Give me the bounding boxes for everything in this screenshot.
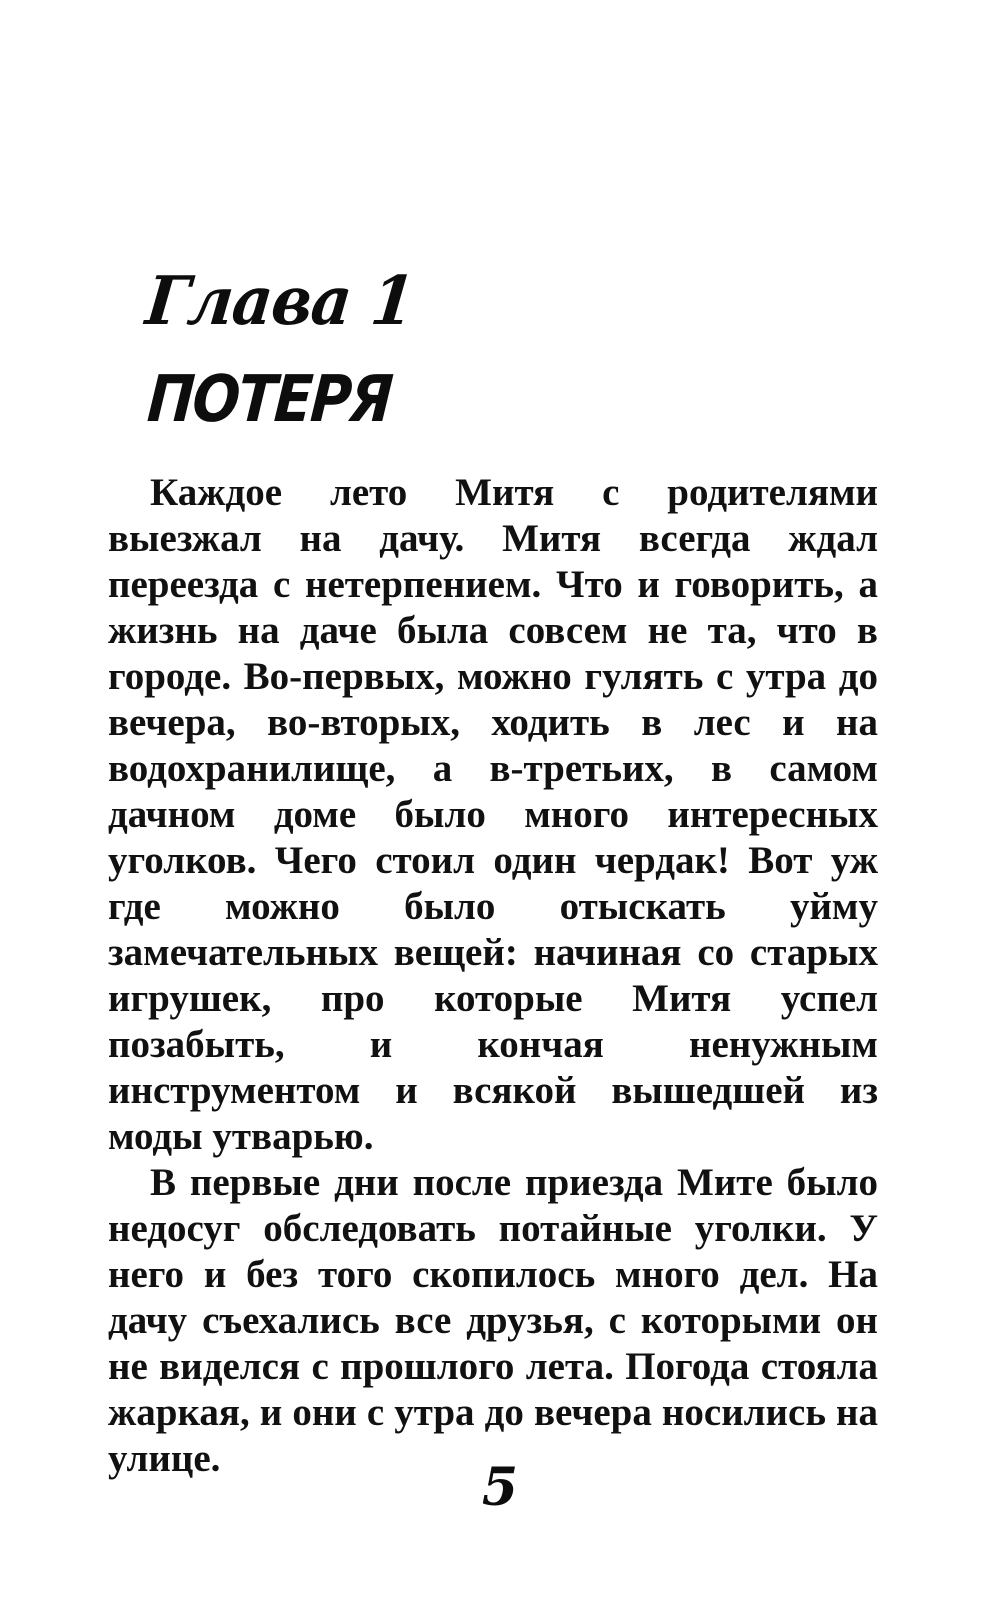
chapter-title: ПОТЕРЯ: [145, 362, 394, 437]
paragraph-2: В первые дни после приезда Мите было недосуг обследовать потайные уголки. У него и без того скопилось много дел. На дачу съехались все друзья, с которыми он не виделся с прошлого лета. Погода стояла жаркая, и они с утра до вечера носились на улице.: [108, 1161, 878, 1480]
chapter-label: Глава 1: [142, 261, 418, 341]
chapter-body: [108, 470, 878, 1482]
page-number: 5: [481, 1457, 519, 1518]
paragraph-1: Каждое лето Митя с родителями выезжал на дачу. Митя всегда ждал переезда с нетерпением. Что и говорить, а жизнь на даче была совсем не та, что в городе. Во-первых, можно гулять с утра до вечера, во-вторых, ходить в лес и на водохранилище, а в-третьих, в самом дачном доме было много интересных уголков. Чего стоил один чердак! Вот уж где можно было отыскать уйму замечательных вещей: начиная со старых игрушек, про которые Митя успел позабыть, и кончая ненужным инструментом и всякой вышедшей из моды утварью.: [108, 471, 878, 1158]
